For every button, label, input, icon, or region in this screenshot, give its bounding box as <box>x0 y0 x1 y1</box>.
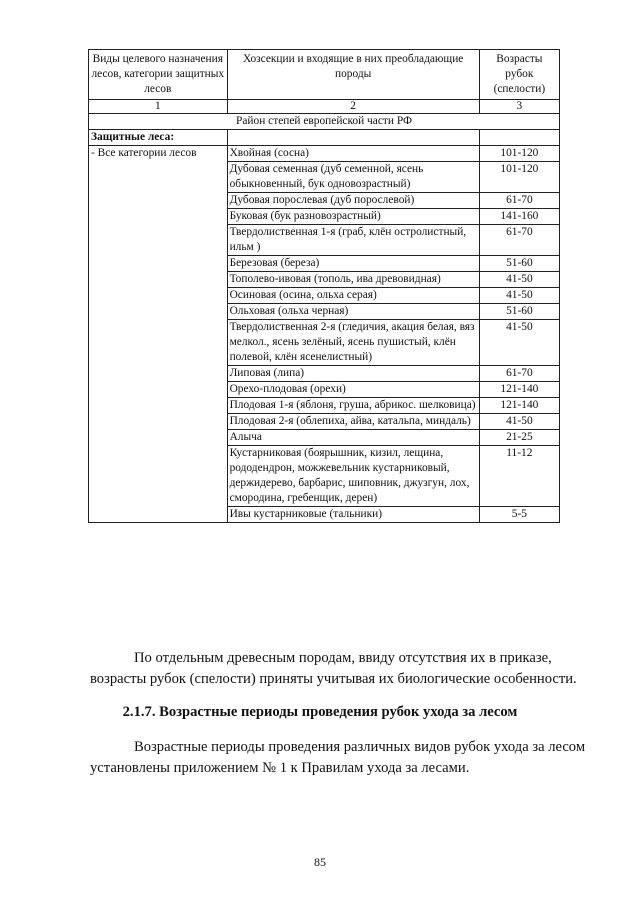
column-number-1: 1 <box>89 100 228 114</box>
section-row <box>89 130 560 146</box>
header-species: Хозсекции и входящие в них преобладающие породы <box>227 50 479 100</box>
column-number-row <box>89 100 560 114</box>
age-cell: 61-70 <box>479 366 559 382</box>
age-cell: 121-140 <box>479 382 559 398</box>
header-purpose: Виды целевого назначения лесов, категории защитных лесов <box>89 50 228 100</box>
column-number-2: 2 <box>227 100 479 114</box>
header-age: Возрасты рубок (спелости) <box>479 50 559 100</box>
table-body <box>89 50 560 523</box>
species-cell: Кустарниковая (боярышник, кизил, лещина, рододендрон, можжевельник кустарниковый, держидерево, барбарис, шиповник, джузгун, лох, смородина, гребенщик, дерен) <box>227 446 479 507</box>
age-cell: 51-60 <box>479 256 559 272</box>
species-cell: Ольховая (ольха черная) <box>227 304 479 320</box>
age-cell: 11-12 <box>479 446 559 507</box>
species-cell: Плодовая 1-я (яблоня, груша, абрикос. шелковица) <box>227 398 479 414</box>
species-cell: Плодовая 2-я (облепиха, айва, катальпа, миндаль) <box>227 414 479 430</box>
paragraph-2-line-1: Возрастные периоды проведения различных видов рубок ухода за лесом <box>134 739 586 755</box>
age-cell: 101-120 <box>479 146 559 162</box>
species-cell: Твердолиственная 1-я (граб, клён остролистный, ильм ) <box>227 225 479 256</box>
age-cell: 41-50 <box>479 272 559 288</box>
age-cell: 41-50 <box>479 414 559 430</box>
region-title: Район степей европейской части РФ <box>89 114 560 130</box>
species-cell: Алыча <box>227 430 479 446</box>
species-cell: Березовая (береза) <box>227 256 479 272</box>
age-cell: 5-5 <box>479 507 559 523</box>
species-cell: Хвойная (сосна) <box>227 146 479 162</box>
section-label: Защитные леса: <box>89 130 228 146</box>
age-cell: 61-70 <box>479 193 559 209</box>
paragraph-2-line-2: установлены приложением № 1 к Правилам ухода за лесами. <box>90 760 470 776</box>
paragraph-1-line-2: возрасты рубок (спелости) приняты учитывая их биологические особенности. <box>90 671 577 687</box>
column-number-3: 3 <box>479 100 559 114</box>
table-header-row <box>89 50 560 100</box>
age-cell: 61-70 <box>479 225 559 256</box>
paragraph-1-line-1: По отдельным древесным породам, ввиду отсутствия их в приказе, <box>134 650 552 666</box>
table-row <box>89 146 560 162</box>
age-cell: 21-25 <box>479 430 559 446</box>
section-heading: 2.1.7. Возрастные периоды проведения рубок ухода за лесом <box>122 704 518 720</box>
age-cell: 41-50 <box>479 288 559 304</box>
age-cell: 121-140 <box>479 398 559 414</box>
age-cell: 41-50 <box>479 320 559 366</box>
age-cell: 101-120 <box>479 162 559 193</box>
section-empty-cell <box>479 130 559 146</box>
section-empty-cell <box>227 130 479 146</box>
species-cell: Ивы кустарниковые (тальники) <box>227 507 479 523</box>
species-cell: Дубовая семенная (дуб семенной, ясень обыкновенный, бук одновозрастный) <box>227 162 479 193</box>
species-cell: Липовая (липа) <box>227 366 479 382</box>
region-row <box>89 114 560 130</box>
category-cell: - Все категории лесов <box>89 146 228 523</box>
species-cell: Осиновая (осина, ольха серая) <box>227 288 479 304</box>
species-cell: Буковая (бук разновозрастный) <box>227 209 479 225</box>
species-cell: Тополево-ивовая (тополь, ива древовидная) <box>227 272 479 288</box>
page-number: 85 <box>314 855 326 869</box>
age-cell: 51-60 <box>479 304 559 320</box>
species-cell: Твердолиственная 2-я (гледичия, акация белая, вяз мелкол., ясень зелёный, ясень пушистый, клён полевой, клён ясенелистный) <box>227 320 479 366</box>
species-cell: Дубовая порослевая (дуб порослевой) <box>227 193 479 209</box>
age-cell: 141-160 <box>479 209 559 225</box>
species-cell: Орехо-плодовая (орехи) <box>227 382 479 398</box>
cutting-age-table <box>88 49 560 523</box>
